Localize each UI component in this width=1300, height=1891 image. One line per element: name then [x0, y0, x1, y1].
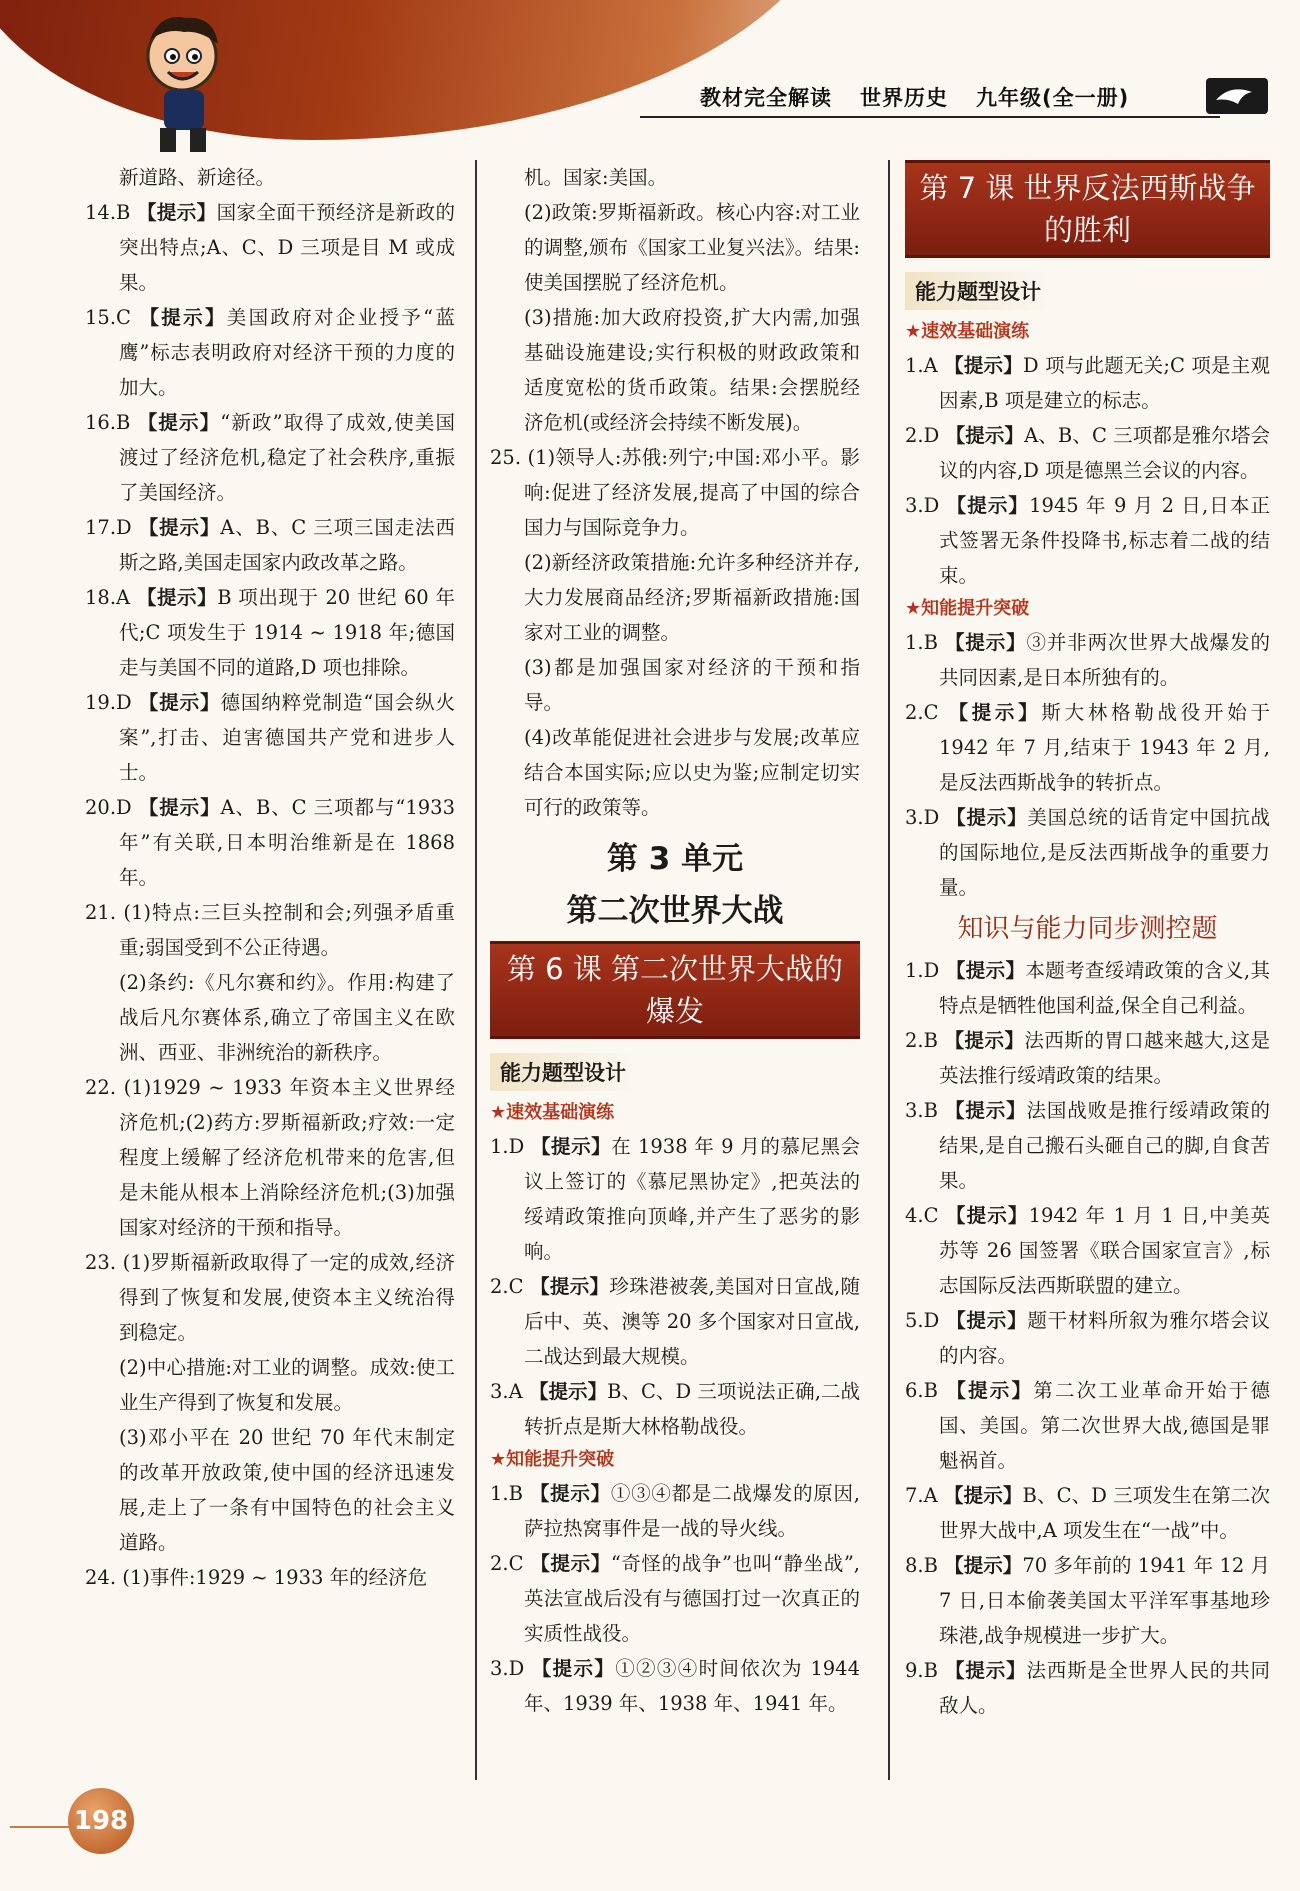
- ability-section-label: 能力题型设计: [490, 1053, 636, 1091]
- answer-text: 法国战败是推行绥靖政策的结果,是自己搬石头砸自己的脚,自食苦果。: [939, 1099, 1270, 1192]
- column-divider: [888, 160, 890, 1780]
- answer-number: 16.B: [85, 411, 131, 434]
- answer-item: [490, 1651, 860, 1721]
- answer-number: 23.: [85, 1251, 117, 1274]
- answer-text: 新道路、新途径。: [119, 166, 276, 189]
- answer-text: 国家全面干预经济是新政的突出特点;A、C、D 三项是目 M 或成果。: [119, 201, 455, 294]
- answer-item: [85, 1420, 455, 1560]
- answer-text: 珍珠港被袭,美国对日宣战,随后中、英、澳等 20 多个国家对日宣战,二战达到最大规模。: [524, 1275, 860, 1368]
- hint-label: 【提示】: [138, 796, 221, 819]
- mascot-icon: [130, 10, 240, 160]
- answer-number: 2.D: [905, 424, 940, 447]
- answer-text: 德国纳粹党制造“国会纵火案”,打击、迫害德国共产党和进步人士。: [119, 691, 455, 784]
- answer-number: 14.B: [85, 201, 131, 224]
- answer-item: [85, 300, 455, 405]
- grade-label: 九年级(全一册): [976, 86, 1130, 110]
- hint-label: 【提示】: [944, 1554, 1023, 1577]
- answer-number: 15.C: [85, 306, 131, 329]
- answer-number: 2.B: [905, 1029, 938, 1052]
- hint-label: 【提示】: [948, 701, 1042, 724]
- answer-number: 1.D: [905, 959, 940, 982]
- answer-item: [905, 418, 1270, 488]
- answer-text: 斯大林格勒战役开始于 1942 年 7 月,结束于 1943 年 2 月,是反法西斯战争的转折点。: [939, 701, 1270, 794]
- answer-text: 法西斯是全世界人民的共同敌人。: [939, 1659, 1270, 1717]
- advance-practice-label: ★知能提升突破: [905, 598, 1030, 619]
- basic-practice-label: ★速效基础演练: [490, 1102, 615, 1123]
- answer-item: [905, 1303, 1270, 1373]
- answer-text: 美国政府对企业授予“蓝鹰”标志表明政府对经济干预的力度的加大。: [119, 306, 455, 399]
- answer-item: [490, 195, 860, 300]
- answer-number: 2.C: [905, 701, 939, 724]
- answer-item: [905, 1653, 1270, 1723]
- answer-number: 18.A: [85, 586, 131, 609]
- answer-number: 3.D: [905, 494, 940, 517]
- answer-text: (2)中心措施:对工业的调整。成效:使工业生产得到了恢复和发展。: [119, 1356, 455, 1414]
- answer-text: (3)都是加强国家对经济的干预和指导。: [524, 656, 860, 714]
- hint-label: 【提示】: [946, 1379, 1034, 1402]
- answer-item: [85, 895, 455, 965]
- hint-label: 【提示】: [946, 494, 1030, 517]
- answer-number: 5.D: [905, 1309, 940, 1332]
- hint-label: 【提示】: [139, 306, 227, 329]
- answer-number: 4.C: [905, 1204, 939, 1227]
- answer-item: [905, 695, 1270, 800]
- answer-item: [905, 488, 1270, 593]
- answer-number: 6.B: [905, 1379, 938, 1402]
- answer-text: (1)1929 ~ 1933 年资本主义世界经济危机;(2)药方:罗斯福新政;疗效:一定程度上缓解了经济危机带来的危害,但是未能从根本上消除经济危机;(3)加强国家对经济的干预和指导。: [119, 1076, 455, 1239]
- answer-number: 2.C: [490, 1552, 524, 1575]
- sync-test-title: 知识与能力同步测控题: [957, 914, 1218, 944]
- answer-text: A、B、C 三项都与“1933 年”有关联,日本明治维新是在 1868 年。: [119, 796, 455, 889]
- answer-text: 在 1938 年 9 月的慕尼黑会议上签订的《慕尼黑协定》,把英法的绥靖政策推向顶峰,并产生了恶劣的影响。: [524, 1135, 860, 1263]
- answer-text: D 项与此题无关;C 项是主观因素,B 项是建立的标志。: [939, 354, 1270, 412]
- hint-label: 【提示】: [945, 1099, 1027, 1122]
- answer-item: [905, 953, 1270, 1023]
- answer-number: 3.A: [490, 1380, 523, 1403]
- answer-text: ①②③④时间依次为 1944 年、1939 年、1938 年、1941 年。: [524, 1657, 860, 1715]
- answer-item: [85, 685, 455, 790]
- answer-item: [85, 790, 455, 895]
- answer-item: [85, 965, 455, 1070]
- answer-number: 3.D: [905, 806, 940, 829]
- answer-text: A、B、C 三项三国走法西斯之路,美国走国家内政改革之路。: [119, 516, 456, 574]
- hint-label: 【提示】: [530, 1275, 610, 1298]
- column-2: [490, 160, 860, 1721]
- answer-item: [490, 300, 860, 440]
- hint-label: 【提示】: [944, 354, 1024, 377]
- hint-label: 【提示】: [944, 1484, 1023, 1507]
- hint-label: 【提示】: [531, 1135, 612, 1158]
- answer-item: [905, 1548, 1270, 1653]
- answer-text: (3)邓小平在 20 世纪 70 年代末制定的改革开放政策,使中国的经济迅速发展,走上了一条有中国特色的社会主义道路。: [119, 1426, 455, 1554]
- answer-item: [905, 348, 1270, 418]
- unit-title: [490, 833, 860, 937]
- hint-label: 【提示】: [137, 411, 221, 434]
- answer-text: (3)措施:加大政府投资,扩大内需,加强基础设施建设;实行积极的财政政策和适度宽松的货币政策。结果:会摆脱经济危机(或经济会持续不断发展)。: [524, 306, 860, 434]
- answer-item: [905, 800, 1270, 905]
- answer-text: ③并非两次世界大战爆发的共同因素,是日本所独有的。: [939, 631, 1270, 689]
- answer-item: [85, 160, 455, 195]
- answer-text: (2)条约:《凡尔赛和约》。作用:构建了战后凡尔赛体系,确立了帝国主义在欧洲、西亚、非洲统治的新秩序。: [119, 971, 455, 1064]
- hint-label: 【提示】: [945, 1204, 1029, 1227]
- hint-label: 【提示】: [529, 1482, 611, 1505]
- answer-number: 3.D: [490, 1657, 525, 1680]
- hint-label: 【提示】: [530, 1552, 611, 1575]
- unit-name: 第二次世界大战: [566, 893, 784, 929]
- answer-item: [490, 1374, 860, 1444]
- answer-number: 2.C: [490, 1275, 524, 1298]
- answer-number: 9.B: [905, 1659, 938, 1682]
- header-band: [0, 0, 1300, 170]
- hint-label: 【提示】: [945, 424, 1025, 447]
- hint-label: 【提示】: [945, 631, 1027, 654]
- answer-item: [85, 1070, 455, 1245]
- answer-text: “奇怪的战争”也叫“静坐战”,英法宣战后没有与德国打过一次真正的实质性战役。: [524, 1552, 860, 1645]
- answer-text: 美国总统的话肯定中国抗战的国际地位,是反法西斯战争的重要力量。: [939, 806, 1270, 899]
- answer-item: [85, 405, 455, 510]
- answer-item: [85, 510, 455, 580]
- answer-item: [490, 1546, 860, 1651]
- lesson7-title: 第 7 课 世界反法西斯战争的胜利: [905, 160, 1270, 258]
- book-title: 教材完全解读: [700, 86, 832, 110]
- answer-text: 第二次工业革命开始于德国、美国。第二次世界大战,德国是罪魁祸首。: [939, 1379, 1270, 1472]
- answer-item: [490, 1129, 860, 1269]
- basic-practice-label: ★速效基础演练: [905, 321, 1030, 342]
- hint-label: 【提示】: [946, 1309, 1028, 1332]
- answer-text: 机。国家:美国。: [524, 166, 668, 189]
- answer-number: 3.B: [905, 1099, 938, 1122]
- answer-item: [905, 1093, 1270, 1198]
- advance-practice-label: ★知能提升突破: [490, 1449, 615, 1470]
- answer-number: 20.D: [85, 796, 132, 819]
- answer-item: [905, 1023, 1270, 1093]
- header-rule: [640, 116, 1220, 118]
- answer-item: [905, 1373, 1270, 1478]
- answer-item: [490, 545, 860, 650]
- publisher-logo-icon: [1206, 78, 1268, 114]
- answer-item: [85, 1560, 455, 1595]
- hint-label: 【提示】: [531, 1657, 616, 1680]
- column-divider: [475, 160, 477, 1780]
- answer-number: 8.B: [905, 1554, 938, 1577]
- answer-item: [490, 160, 860, 195]
- answer-item: [490, 720, 860, 825]
- lesson6-title: 第 6 课 第二次世界大战的爆发: [490, 941, 860, 1039]
- answer-text: (1)领导人:苏俄:列宁;中国:邓小平。影响:促进了经济发展,提高了中国的综合国力与国际竞争力。: [524, 446, 860, 539]
- answer-item: [490, 650, 860, 720]
- answer-item: [905, 1198, 1270, 1303]
- page-number: 198: [68, 1788, 134, 1854]
- answer-text: 1942 年 1 月 1 日,中美英苏等 26 国签署《联合国家宣言》,标志国际反法西斯联盟的建立。: [939, 1204, 1270, 1297]
- answer-text: (1)事件:1929 ~ 1933 年的经济危: [122, 1566, 428, 1589]
- answer-number: 21.: [85, 901, 117, 924]
- hint-label: 【提示】: [136, 201, 217, 224]
- column-1: [85, 160, 455, 1595]
- hint-label: 【提示】: [136, 586, 218, 609]
- answer-text: (2)新经济政策措施:允许多种经济并存,大力发展商品经济;罗斯福新政措施:国家对工业的调整。: [524, 551, 860, 644]
- answer-text: 70 多年前的 1941 年 12 月 7 日,日本偷袭美国太平洋军事基地珍珠港,战争规模进一步扩大。: [939, 1554, 1270, 1647]
- hint-label: 【提示】: [945, 1659, 1027, 1682]
- answer-text: “新政”取得了成效,使美国渡过了经济危机,稳定了社会秩序,重振了美国经济。: [119, 411, 455, 504]
- unit-number: 第 3 单元: [606, 841, 744, 877]
- answer-item: [905, 1478, 1270, 1548]
- answer-text: (1)特点:三巨头控制和会;列强矛盾重重;弱国受到不公正待遇。: [119, 901, 456, 959]
- answer-number: 17.D: [85, 516, 132, 539]
- answer-text: B 项出现于 20 世纪 60 年代;C 项发生于 1914 ~ 1918 年;德国走与美国不同的道路,D 项也排除。: [119, 586, 455, 679]
- answer-text: B、C、D 三项说法正确,二战转折点是斯大林格勒战役。: [524, 1380, 860, 1438]
- column-3: [905, 160, 1270, 1723]
- header-title: [700, 82, 1129, 112]
- answer-text: 1945 年 9 月 2 日,日本正式签署无条件投降书,标志着二战的结束。: [939, 494, 1270, 587]
- answer-text: 题干材料所叙为雅尔塔会议的内容。: [939, 1309, 1270, 1367]
- answer-text: A、B、C 三项都是雅尔塔会议的内容,D 项是德黑兰会议的内容。: [939, 424, 1271, 482]
- answer-text: (4)改革能促进社会进步与发展;改革应结合本国实际;应以史为鉴;应制定切实可行的政策等。: [524, 726, 860, 819]
- answer-item: [490, 1476, 860, 1546]
- answer-number: 7.A: [905, 1484, 938, 1507]
- answer-number: 1.D: [490, 1135, 525, 1158]
- answer-number: 1.A: [905, 354, 938, 377]
- answer-number: 22.: [85, 1076, 117, 1099]
- answer-item: [85, 580, 455, 685]
- answer-item: [85, 1245, 455, 1350]
- subject-label: 世界历史: [860, 86, 948, 110]
- answer-item: [85, 1350, 455, 1420]
- answer-number: 1.B: [905, 631, 938, 654]
- hint-label: 【提示】: [528, 1380, 608, 1403]
- answer-item: [490, 1269, 860, 1374]
- hint-label: 【提示】: [944, 1029, 1025, 1052]
- answer-text: (2)政策:罗斯福新政。核心内容:对工业的调整,颁布《国家工业复兴法》。结果:使美国摆脱了经济危机。: [524, 201, 860, 294]
- answer-text: B、C、D 三项发生在第二次世界大战中,A 项发生在“一战”中。: [939, 1484, 1270, 1542]
- hint-label: 【提示】: [138, 691, 221, 714]
- answer-number: 24.: [85, 1566, 117, 1589]
- answer-text: 法西斯的胃口越来越大,这是英法推行绥靖政策的结果。: [939, 1029, 1270, 1087]
- answer-number: 19.D: [85, 691, 132, 714]
- hint-label: 【提示】: [945, 959, 1026, 982]
- answer-text: ①③④都是二战爆发的原因,萨拉热窝事件是一战的导火线。: [524, 1482, 860, 1540]
- header-swoosh: [0, 0, 840, 140]
- answer-number: 25.: [490, 446, 522, 469]
- answer-text: (1)罗斯福新政取得了一定的成效,经济得到了恢复和发展,使资本主义统治得到稳定。: [119, 1251, 455, 1344]
- answer-item: [490, 440, 860, 545]
- answer-number: 1.B: [490, 1482, 523, 1505]
- page-number-line: [10, 1826, 70, 1828]
- ability-section-label: 能力题型设计: [905, 272, 1051, 310]
- answer-item: [905, 625, 1270, 695]
- answer-text: 本题考查绥靖政策的含义,其特点是牺牲他国利益,保全自己利益。: [939, 959, 1270, 1017]
- answer-item: [85, 195, 455, 300]
- hint-label: 【提示】: [946, 806, 1028, 829]
- hint-label: 【提示】: [138, 516, 221, 539]
